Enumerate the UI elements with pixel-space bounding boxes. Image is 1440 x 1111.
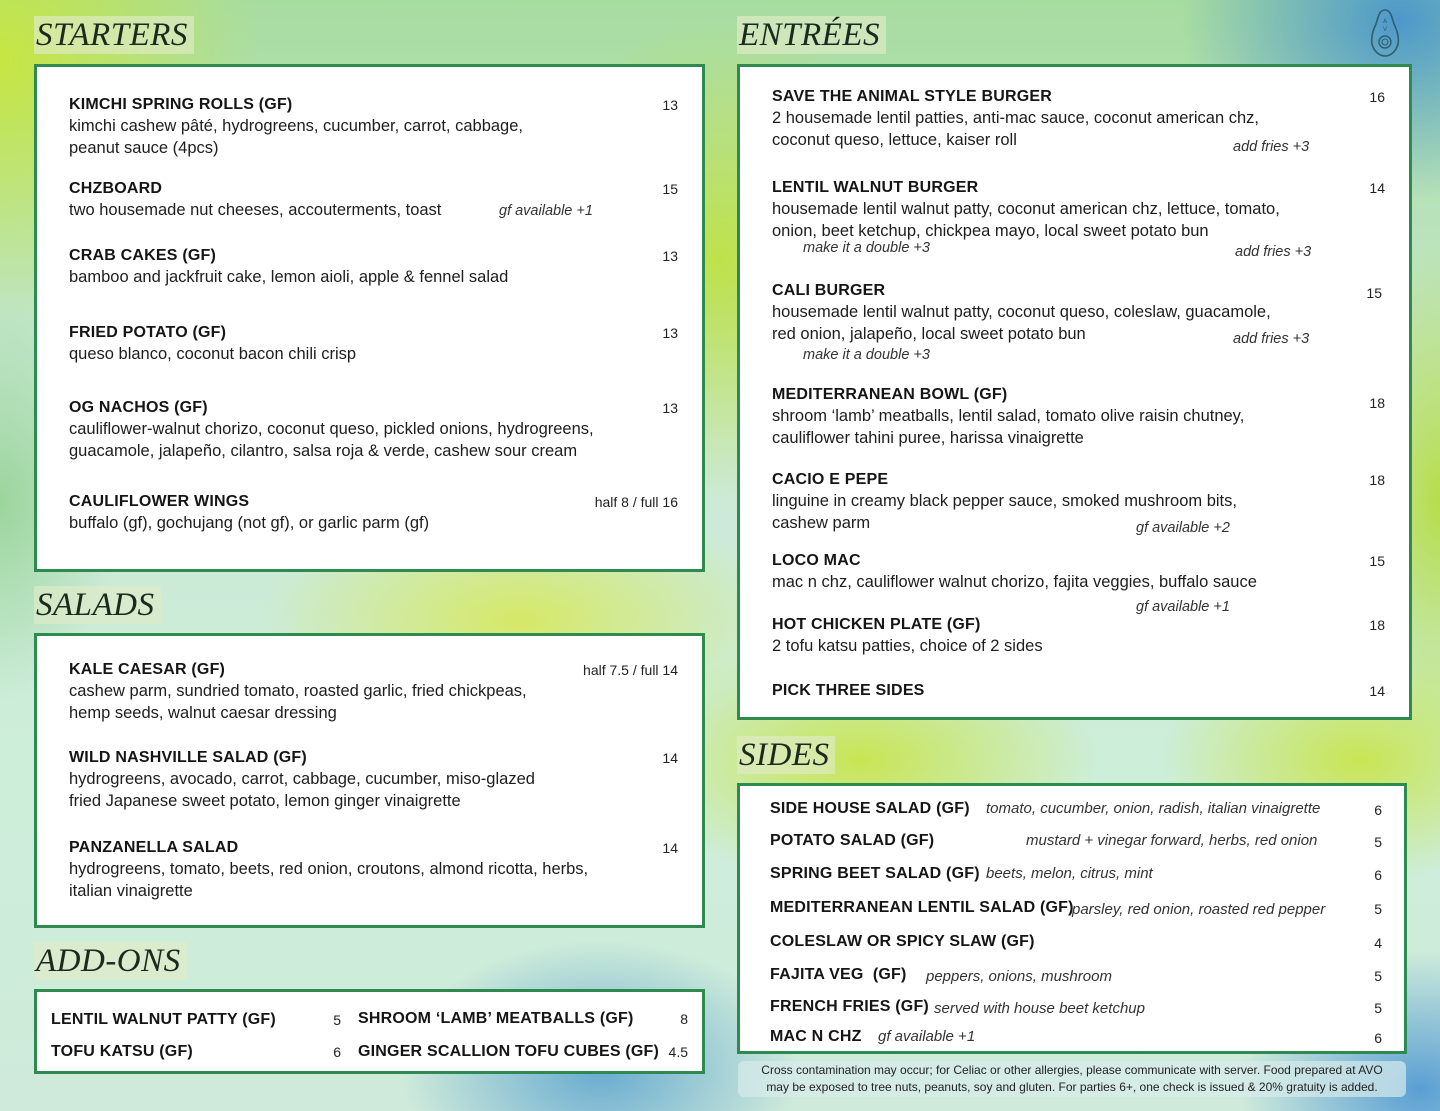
item-price: 6 (333, 1044, 341, 1060)
item-price: 5 (1374, 968, 1382, 984)
item-name: FAJITA VEG (GF) (770, 966, 907, 983)
item-price: 6 (1374, 867, 1382, 883)
item-price: 5 (1374, 834, 1382, 850)
allergy-disclaimer (738, 1061, 1406, 1097)
item-name: POTATO SALAD (GF) (770, 832, 935, 849)
item-name: FRIED POTATO (GF) (69, 324, 227, 341)
item-price: 6 (1374, 802, 1382, 818)
item-price: 5 (1374, 1000, 1382, 1016)
salads-box (34, 633, 705, 928)
item-desc: coconut queso, lettuce, kaiser roll (772, 131, 1017, 149)
item-name: LENTIL WALNUT BURGER (772, 179, 979, 196)
item-desc: tomato, cucumber, onion, radish, italian vinaigrette (986, 800, 1321, 817)
side-item (770, 799, 1382, 821)
item-name: CRAB CAKES (GF) (69, 247, 216, 264)
item-desc: linguine in creamy black pepper sauce, smoked mushroom bits, (772, 492, 1237, 510)
double-note: make it a double +3 (803, 240, 930, 256)
item-desc: queso blanco, coconut bacon chili crisp (69, 345, 357, 363)
side-item (770, 997, 1382, 1019)
item-price: 15 (1369, 553, 1385, 569)
item-desc: 2 tofu katsu patties, choice of 2 sides (772, 637, 1043, 655)
item-desc: peppers, onions, mushroom (926, 968, 1112, 985)
menu-item (772, 385, 1385, 449)
item-desc: guacamole, jalapeño, cilantro, salsa roja & verde, cashew sour cream (69, 442, 578, 460)
menu-item (69, 95, 678, 159)
entrees-box (737, 64, 1412, 720)
item-desc: fried Japanese sweet potato, lemon ginger vinaigrette (69, 792, 461, 810)
menu-item (772, 470, 1385, 534)
item-desc: served with house beet ketchup (934, 1000, 1145, 1017)
item-price: 15 (1366, 285, 1382, 301)
item-price: 14 (1369, 180, 1385, 196)
menu-item (69, 179, 678, 221)
item-desc: cashew parm, sundried tomato, roasted garlic, fried chickpeas, (69, 682, 527, 700)
item-desc: buffalo (gf), gochujang (not gf), or garlic parm (gf) (69, 514, 430, 532)
add-fries-note: add fries +3 (1235, 244, 1312, 260)
item-name: MAC N CHZ (770, 1028, 862, 1045)
item-name: CAULIFLOWER WINGS (69, 493, 250, 510)
item-desc: red onion, jalapeño, local sweet potato bun (772, 325, 1086, 343)
gf-note: gf available +1 (499, 203, 593, 219)
item-desc: housemade lentil walnut patty, coconut queso, coleslaw, guacamole, (772, 303, 1271, 321)
add-fries-note: add fries +3 (1233, 331, 1310, 347)
item-name: CHZBOARD (69, 180, 163, 197)
item-desc: cauliflower tahini puree, harissa vinaigrette (772, 429, 1084, 447)
item-price: 13 (662, 97, 678, 113)
gf-note: gf available +1 (1136, 599, 1230, 615)
section-title-salads: SALADS (34, 586, 161, 624)
item-price: 14 (662, 840, 678, 856)
item-price: 14 (1369, 683, 1385, 699)
item-desc: two housemade nut cheeses, accouterments, toast (69, 201, 442, 219)
item-price: 18 (1369, 395, 1385, 411)
item-price: half 7.5 / full 14 (583, 662, 678, 678)
item-name: SIDE HOUSE SALAD (GF) (770, 800, 970, 817)
item-name: KALE CAESAR (GF) (69, 661, 226, 678)
section-title-addons: ADD-ONS (34, 942, 187, 980)
item-name: CALI BURGER (772, 282, 886, 299)
item-name: WILD NASHVILLE SALAD (GF) (69, 749, 307, 766)
item-desc: hemp seeds, walnut caesar dressing (69, 704, 337, 722)
item-name: MEDITERRANEAN LENTIL SALAD (GF) (770, 899, 1074, 916)
item-price: 18 (1369, 617, 1385, 633)
side-item (770, 898, 1382, 920)
side-item (770, 864, 1382, 886)
menu-item (69, 838, 678, 902)
item-name: CACIO E PEPE (772, 471, 889, 488)
menu-item (772, 87, 1385, 155)
item-price: 15 (662, 181, 678, 197)
side-item (770, 1027, 1382, 1049)
item-price: 6 (1374, 1030, 1382, 1046)
item-desc: housemade lentil walnut patty, coconut american chz, lettuce, tomato, (772, 200, 1280, 218)
menu-item (69, 398, 678, 462)
item-name: GINGER SCALLION TOFU CUBES (GF) (358, 1043, 660, 1060)
item-price: 13 (662, 400, 678, 416)
item-price: 18 (1369, 472, 1385, 488)
item-desc: cashew parm (772, 514, 871, 532)
item-name: PICK THREE SIDES (772, 682, 925, 699)
section-title-entrees: ENTRÉES (737, 16, 886, 54)
addon-item (358, 1042, 688, 1064)
menu-item (772, 615, 1385, 657)
item-name: MEDITERRANEAN BOWL (GF) (772, 386, 1008, 403)
menu-item (772, 178, 1385, 260)
menu-item (772, 681, 1385, 701)
item-name: OG NACHOS (GF) (69, 399, 208, 416)
item-name: HOT CHICKEN PLATE (GF) (772, 616, 981, 633)
addon-item (51, 1010, 341, 1032)
addon-item (358, 1009, 688, 1031)
item-desc: cauliflower-walnut chorizo, coconut queso, pickled onions, hydrogreens, (69, 420, 594, 438)
double-note: make it a double +3 (803, 347, 930, 363)
item-name: LENTIL WALNUT PATTY (GF) (51, 1011, 276, 1028)
side-item (770, 932, 1382, 954)
menu-item (69, 246, 678, 288)
item-price: 13 (662, 325, 678, 341)
item-name: PANZANELLA SALAD (69, 839, 239, 856)
item-desc: peanut sauce (4pcs) (69, 139, 219, 157)
svg-text:V: V (1382, 26, 1388, 33)
section-title-starters: STARTERS (34, 16, 194, 54)
menu-item (69, 748, 678, 812)
starters-box (34, 64, 705, 572)
item-price: 5 (333, 1012, 341, 1028)
menu-item (69, 660, 678, 724)
item-price: 14 (662, 750, 678, 766)
item-price: half 8 / full 16 (594, 494, 678, 510)
item-name: SPRING BEET SALAD (GF) (770, 865, 980, 882)
item-desc: beets, melon, citrus, mint (986, 865, 1153, 882)
item-desc: hydrogreens, tomato, beets, red onion, croutons, almond ricotta, herbs, (69, 860, 589, 878)
menu-item (69, 492, 678, 534)
svg-text:A: A (1382, 18, 1388, 25)
item-desc: hydrogreens, avocado, carrot, cabbage, cucumber, miso-glazed (69, 770, 535, 788)
item-name: FRENCH FRIES (GF) (770, 998, 929, 1015)
item-name: LOCO MAC (772, 552, 861, 569)
sides-box (737, 783, 1407, 1054)
item-price: 16 (1369, 89, 1385, 105)
menu-item (69, 323, 678, 365)
item-name: TOFU KATSU (GF) (51, 1043, 193, 1060)
menu-item (772, 281, 1385, 363)
item-price: 4 (1374, 935, 1382, 951)
item-price: 4.5 (668, 1044, 688, 1060)
addon-item (51, 1042, 341, 1064)
item-desc: italian vinaigrette (69, 882, 193, 900)
item-name: COLESLAW OR SPICY SLAW (GF) (770, 933, 1035, 950)
gf-note: gf available +1 (878, 1028, 976, 1045)
item-price: 8 (680, 1011, 688, 1027)
section-title-sides: SIDES (737, 736, 835, 774)
item-name: SHROOM ‘LAMB’ MEATBALLS (GF) (358, 1010, 634, 1027)
item-name: KIMCHI SPRING ROLLS (GF) (69, 96, 293, 113)
item-desc: shroom ‘lamb’ meatballs, lentil salad, tomato olive raisin chutney, (772, 407, 1245, 425)
side-item (770, 965, 1382, 987)
disclaimer-line: Cross contamination may occur; for Celiac or other allergies, please communicate with server. Food prepared at AVO (761, 1063, 1383, 1077)
add-fries-note: add fries +3 (1233, 139, 1310, 155)
addons-box (34, 989, 705, 1074)
item-price: 5 (1374, 901, 1382, 917)
item-desc: mac n chz, cauliflower walnut chorizo, fajita veggies, buffalo sauce (772, 573, 1257, 591)
item-desc: bamboo and jackfruit cake, lemon aioli, apple & fennel salad (69, 268, 509, 286)
item-desc: mustard + vinegar forward, herbs, red onion (1026, 832, 1318, 849)
item-price: 13 (662, 248, 678, 264)
disclaimer-line: may be exposed to tree nuts, peanuts, soy and gluten. For parties 6+, one check is issued & 20% gratuity is added. (766, 1080, 1378, 1094)
avocado-icon (1368, 8, 1402, 58)
gf-note: gf available +2 (1136, 520, 1230, 536)
item-name: SAVE THE ANIMAL STYLE BURGER (772, 88, 1052, 105)
side-item (770, 831, 1382, 853)
item-desc: onion, beet ketchup, chickpea mayo, local sweet potato bun (772, 222, 1209, 240)
item-desc: kimchi cashew pâté, hydrogreens, cucumber, carrot, cabbage, (69, 117, 523, 135)
menu-item (772, 551, 1385, 615)
item-desc: parsley, red onion, roasted red pepper (1072, 901, 1326, 918)
item-desc: 2 housemade lentil patties, anti-mac sauce, coconut american chz, (772, 109, 1260, 127)
